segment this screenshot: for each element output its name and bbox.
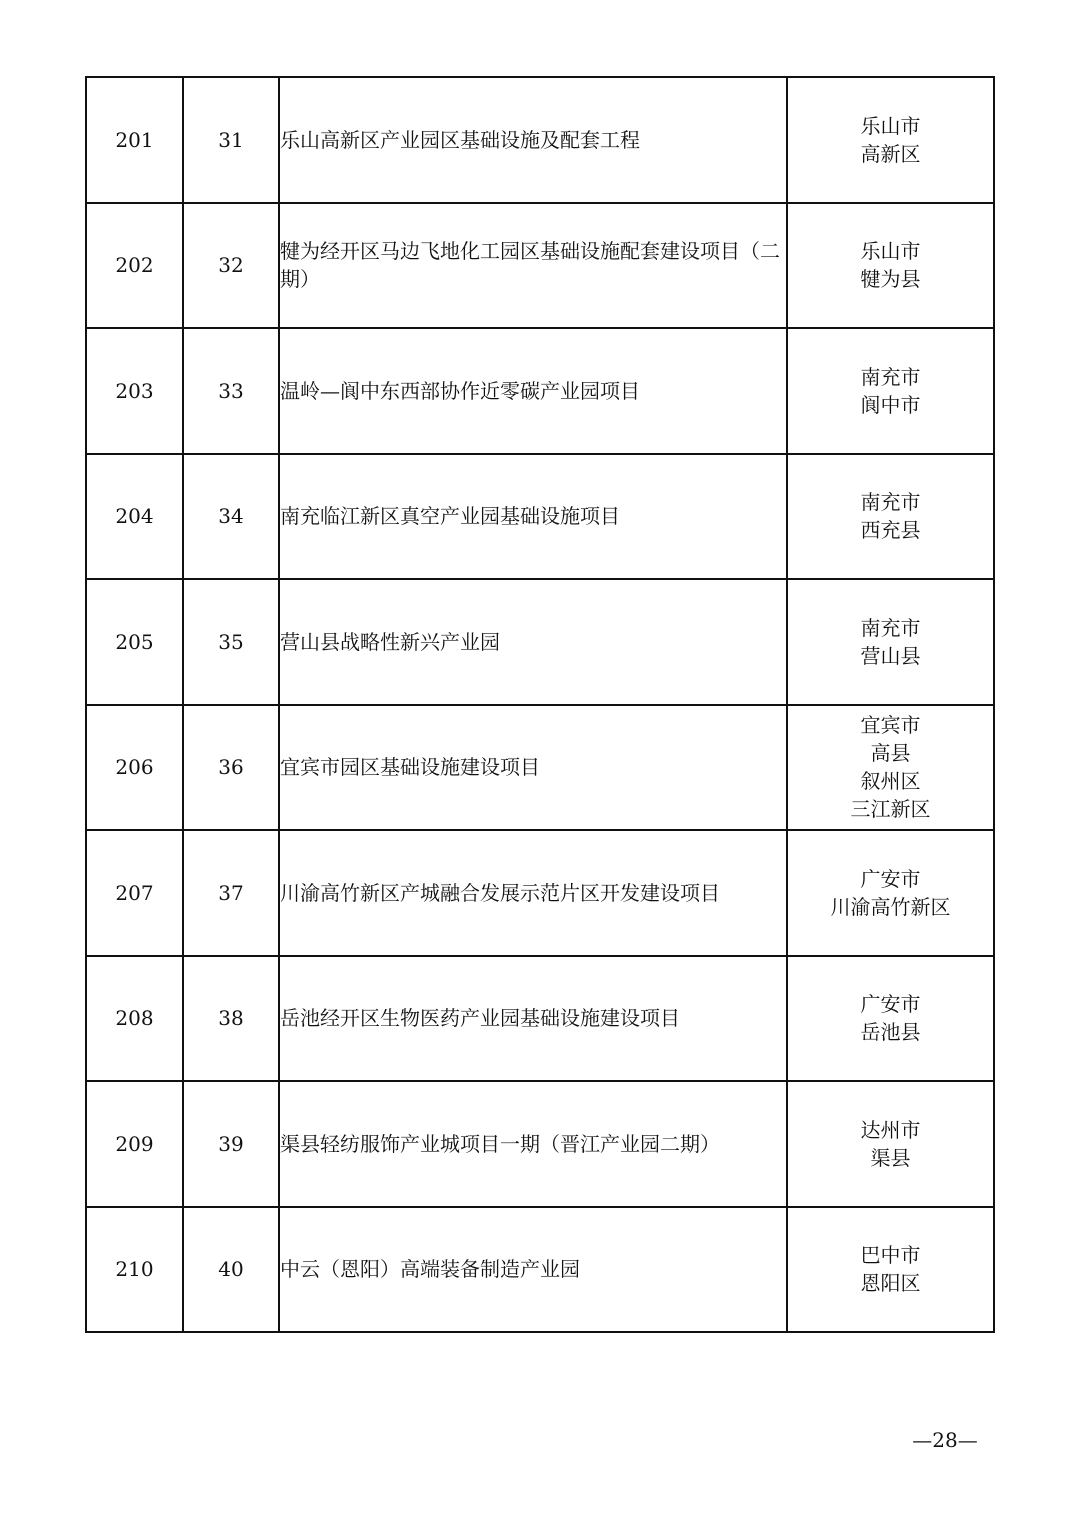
table-body xyxy=(86,77,994,1332)
row-project-name: 犍为经开区马边飞地化工园区基础设施配套建设项目（二期） xyxy=(279,203,787,329)
location-line: 西充县 xyxy=(860,518,921,543)
row-location xyxy=(787,1207,994,1333)
location-line: 南充市 xyxy=(860,490,921,515)
row-project-name: 岳池经开区生物医药产业园基础设施建设项目 xyxy=(279,956,787,1082)
row-serial-number: 208 xyxy=(86,956,183,1082)
row-sub-number: 31 xyxy=(183,77,279,203)
table-row xyxy=(86,1207,994,1333)
row-sub-number: 33 xyxy=(183,328,279,454)
table-row xyxy=(86,77,994,203)
row-serial-number: 203 xyxy=(86,328,183,454)
location-line: 恩阳区 xyxy=(860,1271,921,1296)
location-line: 营山县 xyxy=(860,643,921,668)
row-location xyxy=(787,1081,994,1207)
table-row xyxy=(86,328,994,454)
row-project-name: 乐山高新区产业园区基础设施及配套工程 xyxy=(279,77,787,203)
row-location xyxy=(787,579,994,705)
location-line: 宜宾市 xyxy=(860,713,921,738)
row-sub-number: 32 xyxy=(183,203,279,329)
table-row xyxy=(86,579,994,705)
row-project-name: 宜宾市园区基础设施建设项目 xyxy=(279,705,787,831)
row-sub-number: 40 xyxy=(183,1207,279,1333)
row-project-name: 南充临江新区真空产业园基础设施项目 xyxy=(279,454,787,580)
row-serial-number: 205 xyxy=(86,579,183,705)
row-project-name: 营山县战略性新兴产业园 xyxy=(279,579,787,705)
row-serial-number: 207 xyxy=(86,830,183,956)
row-project-name: 温岭—阆中东西部协作近零碳产业园项目 xyxy=(279,328,787,454)
location-line: 犍为县 xyxy=(860,267,921,292)
location-line: 阆中市 xyxy=(860,392,921,417)
row-project-name: 渠县轻纺服饰产业城项目一期（晋江产业园二期） xyxy=(279,1081,787,1207)
row-location xyxy=(787,956,994,1082)
location-line: 达州市 xyxy=(860,1117,921,1142)
location-line: 高县 xyxy=(870,741,911,766)
row-location xyxy=(787,77,994,203)
location-line: 乐山市 xyxy=(860,239,921,264)
location-line: 三江新区 xyxy=(850,797,931,822)
location-line: 叙州区 xyxy=(860,769,921,794)
row-location xyxy=(787,328,994,454)
row-sub-number: 34 xyxy=(183,454,279,580)
location-line: 乐山市 xyxy=(860,113,921,138)
table-row xyxy=(86,203,994,329)
location-line: 渠县 xyxy=(870,1145,911,1170)
row-sub-number: 35 xyxy=(183,579,279,705)
location-line: 南充市 xyxy=(860,364,921,389)
row-location xyxy=(787,203,994,329)
row-sub-number: 39 xyxy=(183,1081,279,1207)
row-serial-number: 209 xyxy=(86,1081,183,1207)
row-sub-number: 37 xyxy=(183,830,279,956)
row-serial-number: 210 xyxy=(86,1207,183,1333)
location-line: 巴中市 xyxy=(860,1243,921,1268)
location-line: 南充市 xyxy=(860,615,921,640)
table-row xyxy=(86,830,994,956)
project-table xyxy=(85,76,995,1333)
page-number: —28— xyxy=(912,1428,978,1452)
row-location xyxy=(787,830,994,956)
location-line: 岳池县 xyxy=(860,1020,921,1045)
row-location xyxy=(787,705,994,831)
location-line: 高新区 xyxy=(860,141,921,166)
location-line: 川渝高竹新区 xyxy=(830,894,951,919)
row-project-name: 川渝高竹新区产城融合发展示范片区开发建设项目 xyxy=(279,830,787,956)
table-row xyxy=(86,705,994,831)
row-serial-number: 206 xyxy=(86,705,183,831)
row-serial-number: 201 xyxy=(86,77,183,203)
location-line: 广安市 xyxy=(860,866,921,891)
row-sub-number: 36 xyxy=(183,705,279,831)
row-sub-number: 38 xyxy=(183,956,279,1082)
row-project-name: 中云（恩阳）高端装备制造产业园 xyxy=(279,1207,787,1333)
location-line: 广安市 xyxy=(860,992,921,1017)
row-location xyxy=(787,454,994,580)
table-row xyxy=(86,956,994,1082)
table-row xyxy=(86,454,994,580)
row-serial-number: 204 xyxy=(86,454,183,580)
table-row xyxy=(86,1081,994,1207)
row-serial-number: 202 xyxy=(86,203,183,329)
